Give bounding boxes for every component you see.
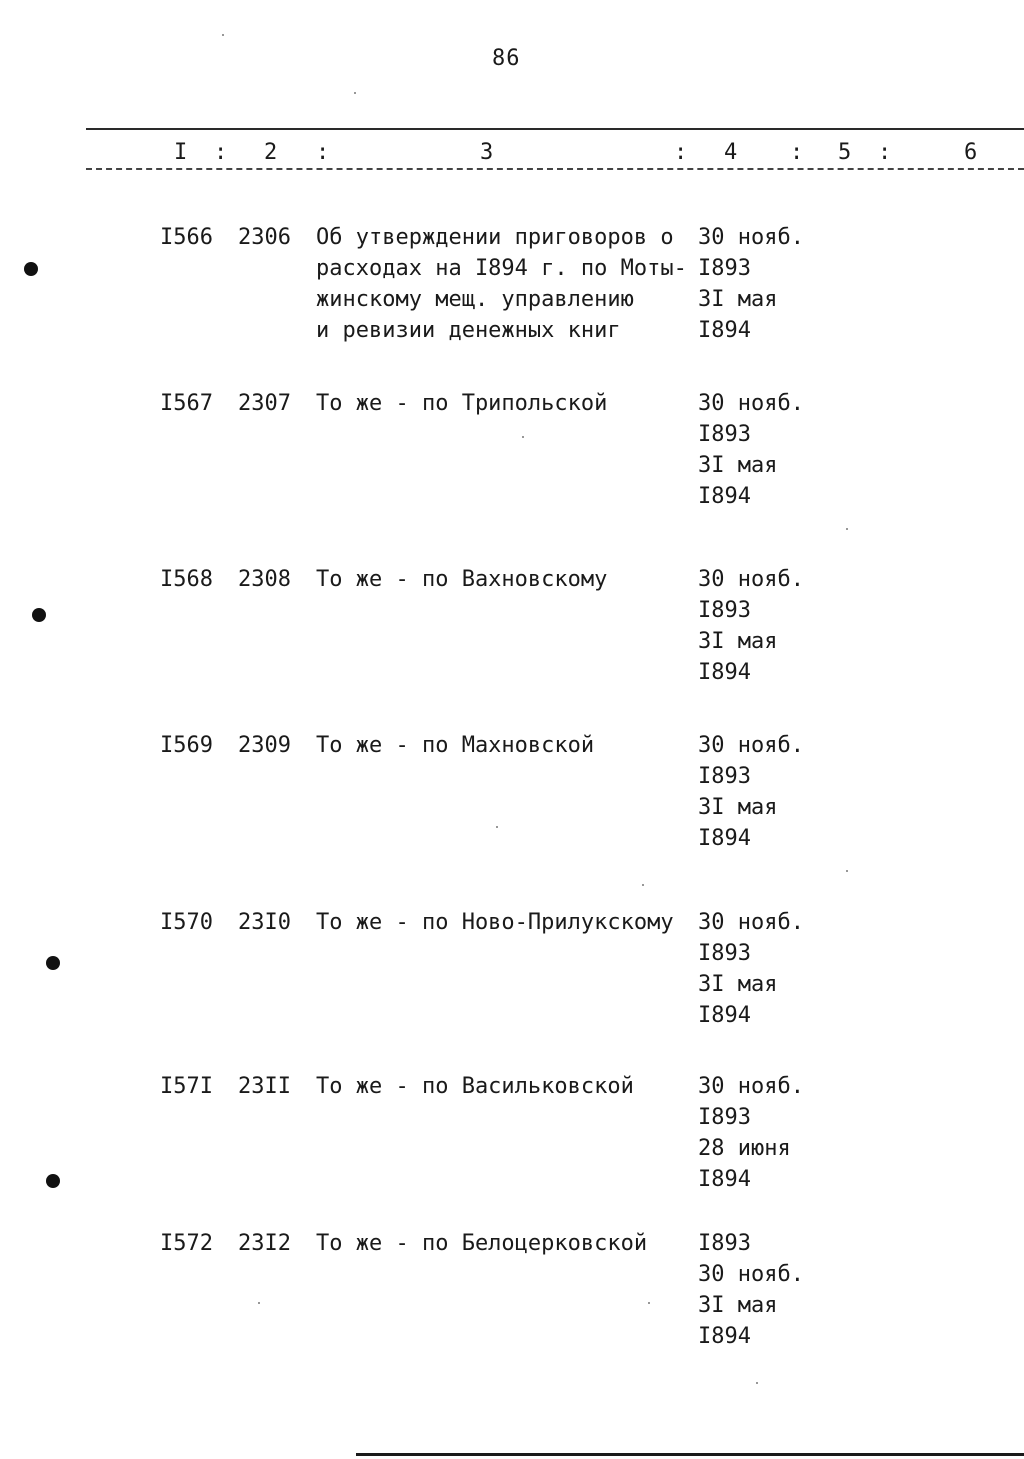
row-title: [316, 1071, 634, 1102]
punch-hole-mark: [46, 956, 60, 970]
row-date-line: 30 нояб.: [698, 225, 804, 250]
row-title-line: и ревизии денежных книг: [316, 318, 621, 343]
row-reference: 2308: [238, 567, 291, 592]
row-date-line: 3I мая: [698, 795, 778, 820]
row-date-line: 3I мая: [698, 629, 778, 654]
scan-speck: [522, 436, 524, 438]
scan-speck: [648, 1302, 650, 1304]
row-title: [316, 222, 687, 346]
row-dates: [698, 564, 804, 688]
row-reference: 2307: [238, 391, 291, 416]
row-date-line: 30 нояб.: [698, 1262, 804, 1287]
row-date-line: I893: [698, 1105, 751, 1130]
row-date-line: I894: [698, 826, 751, 851]
row-title-line: То же - по Трипольской: [316, 391, 608, 416]
column-separator: :: [316, 140, 330, 165]
row-date-line: 3I мая: [698, 972, 778, 997]
row-number: I57I: [160, 1074, 213, 1099]
row-number: I572: [160, 1231, 213, 1256]
row-date-line: 3I мая: [698, 453, 778, 478]
column-separator: :: [878, 140, 892, 165]
punch-hole-mark: [46, 1174, 60, 1188]
scan-speck: [258, 1302, 260, 1304]
row-title-line: То же - по Белоцерковской: [316, 1231, 648, 1256]
punch-hole-mark: [24, 262, 38, 276]
row-reference: 23I0: [238, 910, 291, 935]
row-dates: [698, 1228, 804, 1352]
column-header-4: 4: [724, 140, 738, 165]
header-top-rule: [86, 128, 1024, 130]
row-title: [316, 907, 674, 938]
row-date-line: I894: [698, 1003, 751, 1028]
row-number: I567: [160, 391, 213, 416]
row-reference: 2309: [238, 733, 291, 758]
row-date-line: I894: [698, 660, 751, 685]
column-separator: :: [790, 140, 804, 165]
row-date-line: I894: [698, 1167, 751, 1192]
row-reference: 23II: [238, 1074, 291, 1099]
punch-hole-mark: [32, 608, 46, 622]
row-date-line: I893: [698, 256, 751, 281]
row-date-line: I894: [698, 1324, 751, 1349]
row-dates: [698, 907, 804, 1031]
row-title-line: То же - по Вахновскому: [316, 567, 608, 592]
row-number: I570: [160, 910, 213, 935]
row-dates: [698, 730, 804, 854]
row-date-line: I894: [698, 318, 751, 343]
row-title-line: То же - по Васильковской: [316, 1074, 634, 1099]
row-title-line: Об утверждении приговоров о: [316, 225, 674, 250]
row-title: [316, 1228, 647, 1259]
column-separator: :: [674, 140, 688, 165]
row-date-line: I893: [698, 422, 751, 447]
scan-speck: [222, 34, 224, 36]
row-date-line: I893: [698, 1231, 751, 1256]
row-number: I568: [160, 567, 213, 592]
column-header-5: 5: [838, 140, 852, 165]
row-title-line: жинскому мещ. управлению: [316, 287, 634, 312]
row-date-line: 30 нояб.: [698, 391, 804, 416]
column-header-3: 3: [480, 140, 494, 165]
row-date-line: I893: [698, 941, 751, 966]
scan-speck: [354, 92, 356, 94]
row-date-line: 28 июня: [698, 1136, 791, 1161]
row-number: I566: [160, 225, 213, 250]
column-header-6: 6: [964, 140, 978, 165]
row-title: [316, 564, 607, 595]
page-number: 86: [492, 46, 521, 71]
row-date-line: 3I мая: [698, 1293, 778, 1318]
row-date-line: 30 нояб.: [698, 733, 804, 758]
column-separator: :: [214, 140, 228, 165]
scan-speck: [642, 884, 644, 886]
row-date-line: I894: [698, 484, 751, 509]
row-date-line: I893: [698, 598, 751, 623]
row-date-line: 30 нояб.: [698, 567, 804, 592]
row-dates: [698, 1071, 804, 1195]
row-number: I569: [160, 733, 213, 758]
row-title-line: расходах на I894 г. по Моты-: [316, 256, 687, 281]
row-title: [316, 730, 594, 761]
row-date-line: 30 нояб.: [698, 910, 804, 935]
header-bottom-rule: [86, 168, 1024, 170]
row-dates: [698, 388, 804, 512]
row-reference: 23I2: [238, 1231, 291, 1256]
row-title-line: То же - по Ново-Прилукскому: [316, 910, 674, 935]
row-dates: [698, 222, 804, 346]
row-date-line: I893: [698, 764, 751, 789]
scan-speck: [846, 528, 848, 530]
column-header-1: I: [174, 140, 188, 165]
scan-speck: [496, 826, 498, 828]
row-date-line: 3I мая: [698, 287, 778, 312]
page-bottom-rule: [356, 1453, 1024, 1456]
row-title: [316, 388, 607, 419]
row-reference: 2306: [238, 225, 291, 250]
row-title-line: То же - по Махновской: [316, 733, 595, 758]
row-date-line: 30 нояб.: [698, 1074, 804, 1099]
scan-speck: [846, 870, 848, 872]
column-header-2: 2: [264, 140, 278, 165]
scan-speck: [756, 1382, 758, 1384]
